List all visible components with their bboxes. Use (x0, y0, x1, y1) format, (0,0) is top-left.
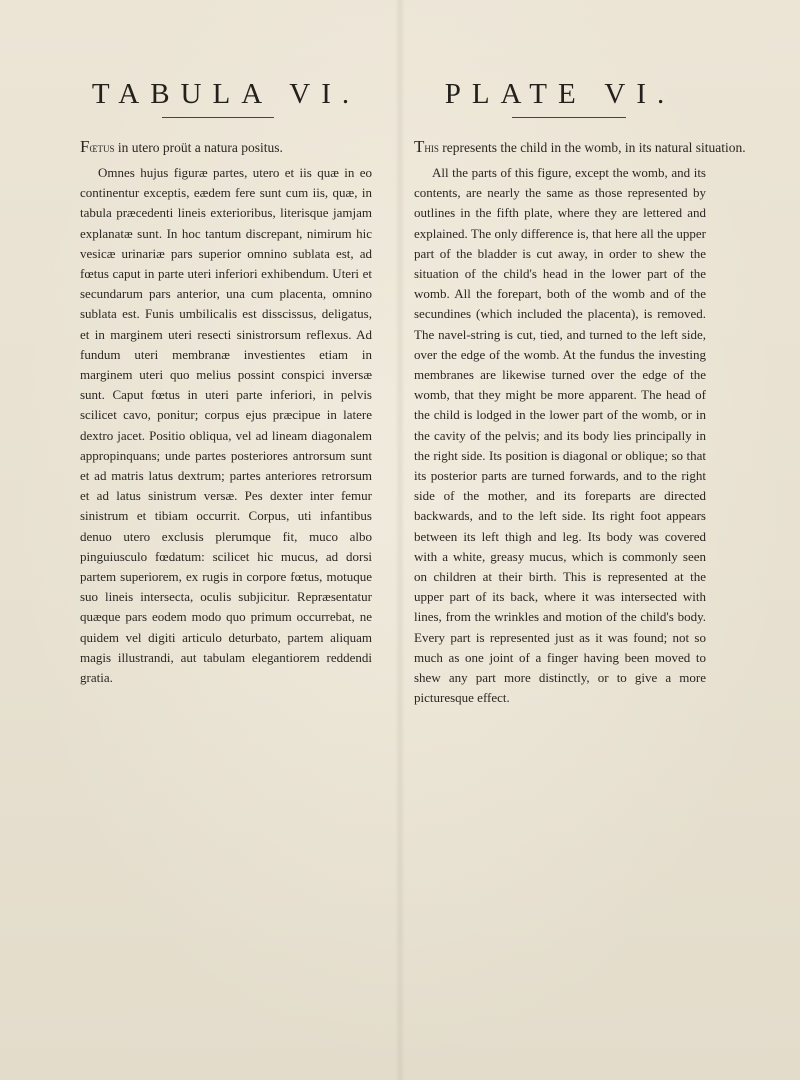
latin-body-paragraph: Omnes hujus figuræ partes, utero et iis quæ in eo continentur exceptis, eædem fere sunt cum iis, quæ, in tabula præcedenti lineis exterioribus, literisque jamjam explanatæ sunt. In hoc tantum discrepant, nimirum hic vesicæ urinariæ pars superior omnino sublata est, ad fœtus caput in parte uteri inferiori exhibendum. Uteri et secundarum pars anterior, una cum placenta, omnino sublata est. Funis umbilicalis est disscissus, deligatus, et in marginem uteri resecti sinistrorsum reflexus. Ad fundum uteri membranæ investientes etiam in marginem uteri quo melius possint conspici inversæ sunt. Caput fœtus in uteri parte inferiori, in pelvis scilicet cavo, ponitur; corpus ejus præcipue in latere dextro jacet. Positio obliqua, vel ad lineam diagonalem appropinquans; unde partes posteriores antrorsum sunt et ad matris latus dextrum; partes anteriores retrorsum et ad latus sinistrum versæ. Pes dexter inter femur sinistrum et tibiam occurrit. Corpus, uti infantibus denuo utero exclusis plerumque fit, muco albo pinguiusculo fœdatum: scilicet hic mucus, ad dorsi partem superiorem, ex rugis in corpore fœtus, motuque suo lineis intersecta, oculis subjicitur. Repræsentatur quæque pars eodem modo quo primum occurrebat, ne quidem vel digiti articulo deturbato, partem aliquam magis illustrandi, aut tabulam elegantiorem reddendi gratia. (80, 165, 372, 686)
english-heading-rule (512, 117, 626, 118)
english-intro (414, 137, 746, 158)
latin-intro-smallcaps: œtus (89, 141, 115, 155)
latin-heading-rule (162, 117, 274, 118)
english-body-paragraph: All the parts of this figure, except the womb, and its contents, are nearly the same as those represented by outlines in the fifth plate, where they are lettered and explained. The only difference is, that here all the upper part of the bladder is cut away, in order to shew the situation of the child's head in the lower part of the womb. All the forepart, both of the womb and of the secundines (which included the placenta), is removed. The navel-string is cut, tied, and turned to the left side, over the edge of the womb. At the fundus the investing membranes are likewise turned over the edge of the womb, that they might be more apparent. The head of the child is lodged in the lower part of the womb, or in the cavity of the pelvis; and its body lies principally in the right side. Its position is diagonal or oblique; so that its posterior parts are turned forwards, and to the right side of the mother, and its foreparts are directed backwards, and to the left side. Its right foot appears between its left thigh and leg. Its body was covered with a white, greasy mucus, which is commonly seen on children at their birth. This is represented at the upper part of its back, where it was intersected with lines, from the wrinkles and motion of the child's body. Every part is represented just as it was found; not so much as one joint of a finger having been moved to shew any part more distinctly, or to give a more picturesque effect. (414, 165, 706, 706)
latin-intro-initial: F (80, 137, 90, 156)
english-intro-initial: T (414, 137, 425, 156)
english-intro-smallcaps: his (424, 141, 439, 155)
latin-intro (80, 137, 372, 158)
english-heading: PLATE VI. (444, 78, 676, 110)
page-fold-shadow (395, 0, 405, 1080)
latin-intro-rest: in utero proüt a natura positus. (114, 140, 283, 155)
english-intro-rest: represents the child in the womb, in its natural situation. (438, 140, 746, 155)
latin-heading: TABULA VI. (91, 78, 361, 110)
